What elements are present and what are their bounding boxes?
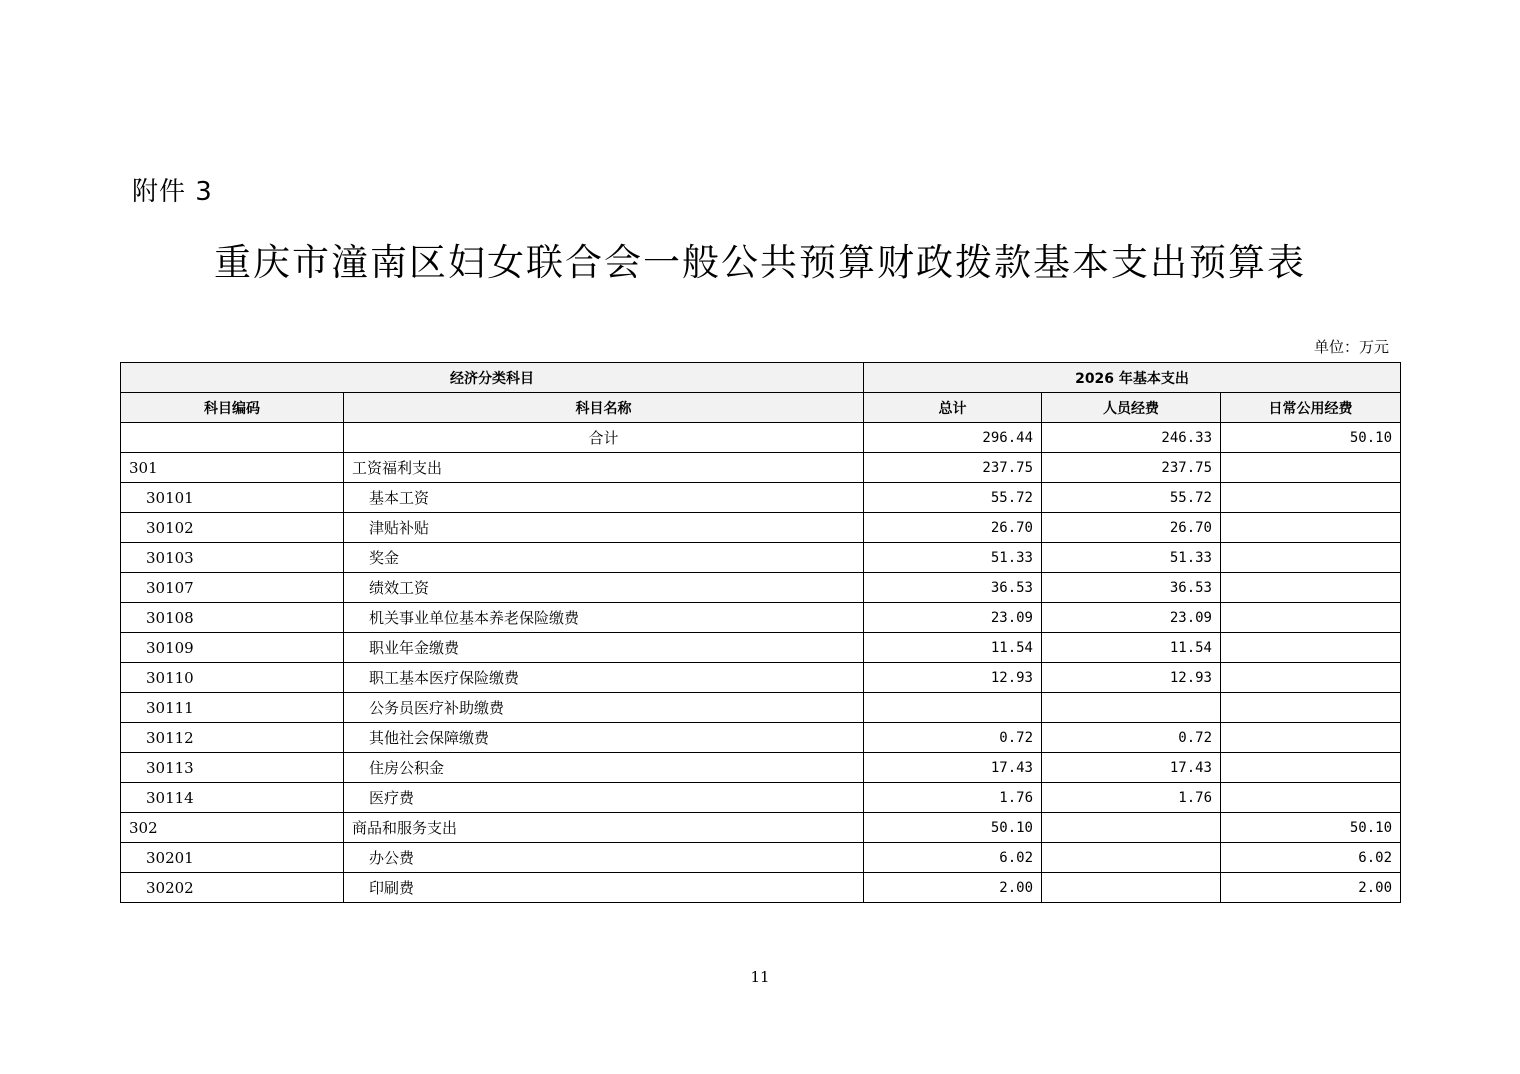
cell-public [1221, 453, 1401, 483]
cell-code: 30101 [121, 483, 344, 513]
cell-total: 23.09 [864, 603, 1042, 633]
cell-total: 55.72 [864, 483, 1042, 513]
cell-name: 津贴补贴 [344, 513, 864, 543]
cell-personnel: 12.93 [1042, 663, 1221, 693]
cell-total: 50.10 [864, 813, 1042, 843]
cell-total: 36.53 [864, 573, 1042, 603]
cell-name: 职业年金缴费 [344, 633, 864, 663]
cell-public [1221, 543, 1401, 573]
cell-total: 296.44 [864, 423, 1042, 453]
cell-code: 301 [121, 453, 344, 483]
cell-total: 26.70 [864, 513, 1042, 543]
header-total: 总计 [864, 393, 1042, 423]
header-personnel: 人员经费 [1042, 393, 1221, 423]
cell-personnel: 23.09 [1042, 603, 1221, 633]
cell-code: 30111 [121, 693, 344, 723]
cell-personnel: 11.54 [1042, 633, 1221, 663]
cell-code: 30110 [121, 663, 344, 693]
cell-name: 职工基本医疗保险缴费 [344, 663, 864, 693]
cell-personnel [1042, 813, 1221, 843]
header-code: 科目编码 [121, 393, 344, 423]
cell-public: 50.10 [1221, 813, 1401, 843]
column-header-row [121, 393, 1401, 423]
cell-name: 住房公积金 [344, 753, 864, 783]
cell-total: 0.72 [864, 723, 1042, 753]
table-row [121, 573, 1401, 603]
cell-personnel: 1.76 [1042, 783, 1221, 813]
cell-public [1221, 603, 1401, 633]
cell-code: 30107 [121, 573, 344, 603]
cell-name: 公务员医疗补助缴费 [344, 693, 864, 723]
cell-personnel: 17.43 [1042, 753, 1221, 783]
cell-total: 237.75 [864, 453, 1042, 483]
header-public: 日常公用经费 [1221, 393, 1401, 423]
cell-personnel [1042, 873, 1221, 903]
table-row [121, 603, 1401, 633]
cell-public [1221, 483, 1401, 513]
cell-total: 17.43 [864, 753, 1042, 783]
cell-name: 基本工资 [344, 483, 864, 513]
cell-public: 2.00 [1221, 873, 1401, 903]
page-number: 11 [750, 968, 770, 986]
cell-public: 50.10 [1221, 423, 1401, 453]
table-row [121, 753, 1401, 783]
table-row [121, 513, 1401, 543]
table-row [121, 663, 1401, 693]
cell-total: 11.54 [864, 633, 1042, 663]
cell-public [1221, 693, 1401, 723]
cell-personnel: 26.70 [1042, 513, 1221, 543]
cell-total: 12.93 [864, 663, 1042, 693]
table-row [121, 873, 1401, 903]
cell-code: 30202 [121, 873, 344, 903]
cell-code: 302 [121, 813, 344, 843]
cell-public [1221, 573, 1401, 603]
cell-name: 绩效工资 [344, 573, 864, 603]
cell-total: 2.00 [864, 873, 1042, 903]
cell-code: 30109 [121, 633, 344, 663]
cell-code: 30201 [121, 843, 344, 873]
table-row [121, 483, 1401, 513]
table-row [121, 543, 1401, 573]
cell-code: 30113 [121, 753, 344, 783]
cell-total: 6.02 [864, 843, 1042, 873]
cell-public [1221, 513, 1401, 543]
cell-personnel: 51.33 [1042, 543, 1221, 573]
cell-personnel: 237.75 [1042, 453, 1221, 483]
cell-public [1221, 783, 1401, 813]
unit-label: 单位：万元 [1313, 338, 1389, 356]
cell-name: 合计 [344, 423, 864, 453]
page-title: 重庆市潼南区妇女联合会一般公共预算财政拨款基本支出预算表 [214, 241, 1306, 284]
cell-personnel: 0.72 [1042, 723, 1221, 753]
cell-personnel [1042, 693, 1221, 723]
table-row [121, 633, 1401, 663]
cell-personnel: 36.53 [1042, 573, 1221, 603]
cell-public: 6.02 [1221, 843, 1401, 873]
cell-name: 医疗费 [344, 783, 864, 813]
table-row [121, 843, 1401, 873]
cell-public [1221, 633, 1401, 663]
cell-total: 51.33 [864, 543, 1042, 573]
header-name: 科目名称 [344, 393, 864, 423]
cell-name: 工资福利支出 [344, 453, 864, 483]
cell-personnel: 55.72 [1042, 483, 1221, 513]
cell-code: 30102 [121, 513, 344, 543]
cell-code: 30114 [121, 783, 344, 813]
attachment-label: 附件 3 [132, 177, 213, 207]
cell-code [121, 423, 344, 453]
cell-name: 办公费 [344, 843, 864, 873]
group-header-row [121, 363, 1401, 393]
table-body [121, 423, 1401, 903]
table-row [121, 453, 1401, 483]
cell-name: 奖金 [344, 543, 864, 573]
cell-name: 商品和服务支出 [344, 813, 864, 843]
cell-public [1221, 753, 1401, 783]
cell-name: 其他社会保障缴费 [344, 723, 864, 753]
table-row [121, 783, 1401, 813]
table-row [121, 723, 1401, 753]
budget-table [120, 362, 1401, 903]
table-row [121, 693, 1401, 723]
cell-code: 30108 [121, 603, 344, 633]
cell-code: 30112 [121, 723, 344, 753]
cell-personnel: 246.33 [1042, 423, 1221, 453]
cell-name: 印刷费 [344, 873, 864, 903]
table-row [121, 813, 1401, 843]
cell-code: 30103 [121, 543, 344, 573]
cell-public [1221, 723, 1401, 753]
cell-total: 1.76 [864, 783, 1042, 813]
cell-personnel [1042, 843, 1221, 873]
cell-total [864, 693, 1042, 723]
header-basic-expenditure: 2026 年基本支出 [864, 363, 1401, 393]
cell-public [1221, 663, 1401, 693]
header-economic-classification: 经济分类科目 [121, 363, 864, 393]
cell-name: 机关事业单位基本养老保险缴费 [344, 603, 864, 633]
table-row [121, 423, 1401, 453]
